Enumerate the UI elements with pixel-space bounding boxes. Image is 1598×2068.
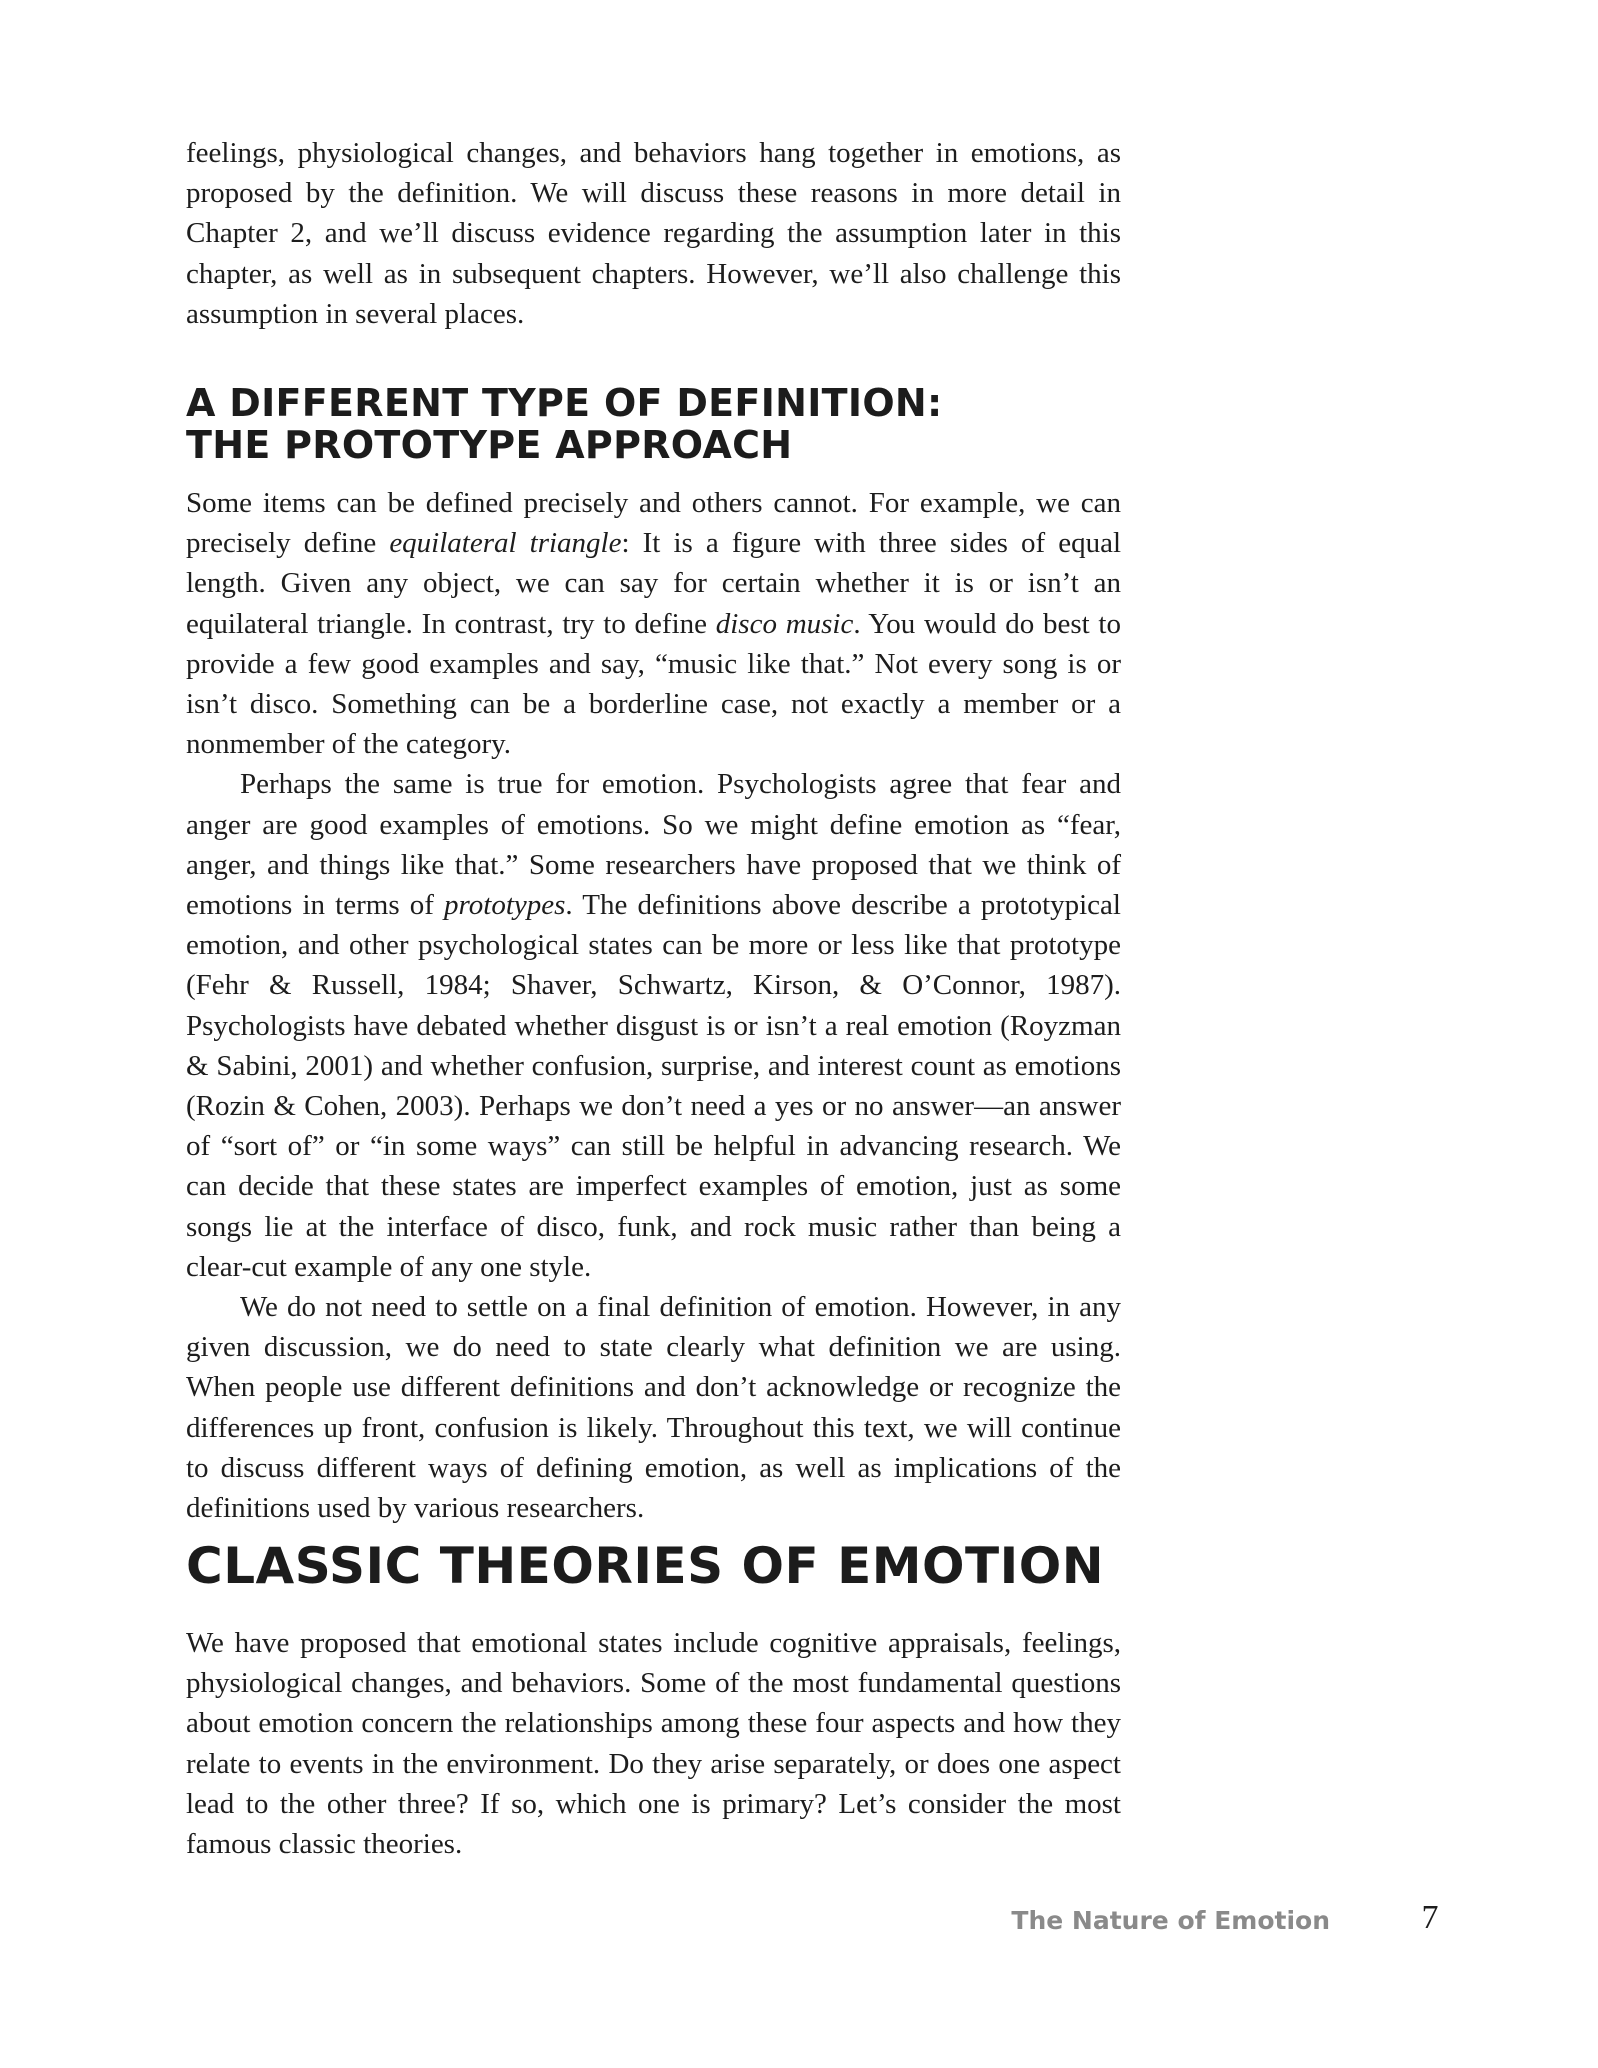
italic-term: disco music — [715, 607, 854, 640]
text-run: : It is a figure with three sides of equal length. Given any object, we can say for certain whether it is or isn’t an equilateral triangle. In contrast, try to define — [186, 527, 1121, 640]
italic-term: prototypes — [444, 889, 566, 922]
section-heading-classic-theories: CLASSIC THEORIES OF EMOTION — [186, 1537, 1105, 1595]
section-heading-line-2: THE PROTOTYPE APPROACH — [186, 423, 793, 467]
paragraph-definitions — [186, 483, 1121, 764]
text-run: Some items can be defined precisely and others cannot. For example, we can precisely define — [186, 487, 1121, 560]
prototype-section-body — [186, 483, 1121, 1528]
paragraph-prototypes — [186, 764, 1121, 1287]
paragraph-final-definition: We do not need to settle on a final definition of emotion. However, in any given discussion, we do need to state clearly what definition we are using. When people use different definitions and don’t acknowledge or recognize the differences up front, confusion is likely. Throughout this text, we will continue to discuss different ways of defining emotion, as well as implications of the definitions used by various researchers. — [186, 1291, 1121, 1525]
text-run: Perhaps the same is true for emotion. Psychologists agree that fear and anger are good examples of emotions. So we might define emotion as “fear, anger, and things like that.” Some researchers have proposed that we think of emotions in terms of — [186, 768, 1121, 922]
running-footer-title: The Nature of Emotion — [1011, 1906, 1330, 1935]
intro-text — [186, 133, 1121, 334]
text-run: . The definitions above describe a prototypical emotion, and other psychological states can be more or less like that prototype (Fehr & Russell, 1984; Shaver, Schwartz, Kirson, & O’Connor, 1987). Psychologists have debated whether disgust is or isn’t a real emotion (Royzman & Sabini, 2001) and whether confusion, surprise, and interest count as emotions (Rozin & Cohen, 2003). Perhaps we don’t need a yes or no answer—an answer of “sort of” or “in some ways” can still be helpful in advancing research. We can decide that these states are imperfect examples of emotion, just as some songs lie at the interface of disco, funk, and rock music rather than being a clear-cut example of any one style. — [186, 889, 1121, 1283]
intro-paragraph: feelings, physiological changes, and behaviors hang together in emotions, as proposed by the definition. We will discuss these reasons in more detail in Chapter 2, and we’ll discuss evidence regarding the assumption later in this chapter, as well as in subsequent chapters. However, we’ll also challenge this assumption in several places. — [186, 137, 1121, 330]
italic-term: equilateral triangle — [389, 527, 622, 560]
page-number: 7 — [1421, 1899, 1439, 1936]
section-heading-line-1: A DIFFERENT TYPE OF DEFINITION: — [186, 381, 943, 425]
text-run: . You would do best to provide a few good examples and say, “music like that.” Not every song is or isn’t disco. Something can be a borderline case, not exactly a member or a nonmember of the category. — [186, 607, 1121, 761]
section-heading-prototype-approach — [186, 382, 1121, 466]
classic-theories-body — [186, 1623, 1121, 1864]
paragraph-classic-theories: We have proposed that emotional states include cognitive appraisals, feelings, physiological changes, and behaviors. Some of the most fundamental questions about emotion concern the relationships among these four aspects and how they relate to events in the environment. Do they arise separately, or does one aspect lead to the other three? If so, which one is primary? Let’s consider the most famous classic theories. — [186, 1627, 1121, 1861]
